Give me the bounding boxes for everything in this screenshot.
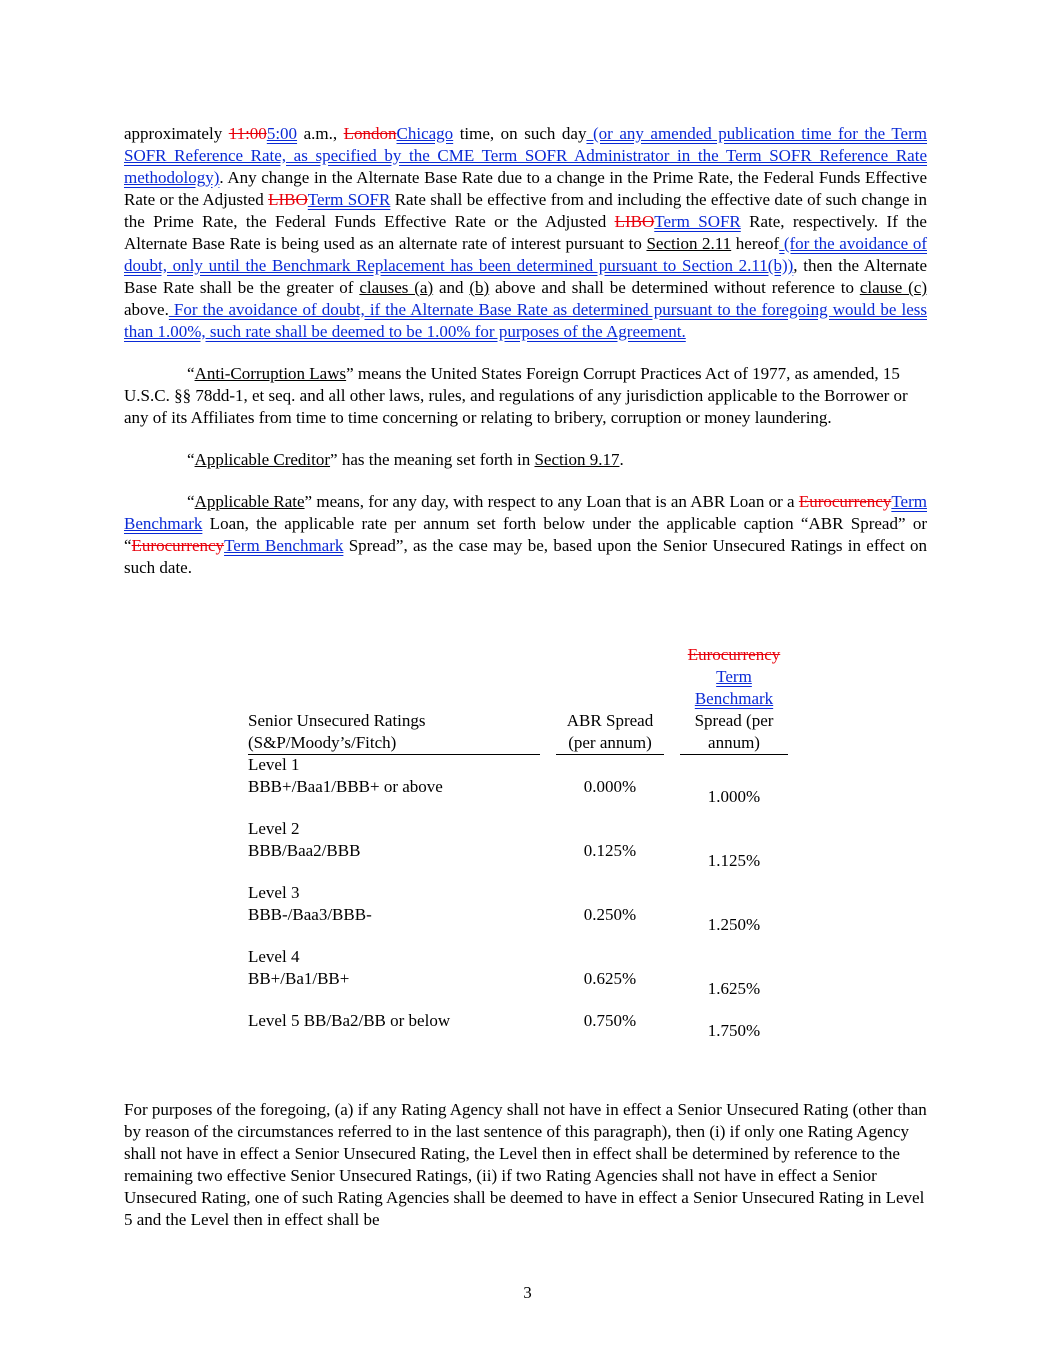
deleted-text: 11:00 [228, 124, 267, 143]
definition-text: Spread”, as the case may be, based upon the Senior Unsecured Ratings in effect on such date. [124, 536, 927, 577]
text-run: time, on such day [453, 124, 587, 143]
level-label: Level 4 [248, 947, 300, 966]
rating-cell [248, 882, 372, 926]
paragraph-alternate-base-rate [124, 123, 927, 343]
page-number: 3 [523, 1283, 532, 1302]
inserted-text: Term Benchmark [124, 492, 927, 533]
ratings-table-header [248, 644, 808, 754]
header-term-benchmark-spread [680, 644, 788, 755]
deleted-text: Eurocurrency [798, 492, 892, 511]
ratings-table [248, 644, 808, 1074]
text-run: , then the Alternate Base Rate shall be the greater of [124, 256, 928, 297]
header-abr-spread [556, 710, 664, 755]
paragraph-foregoing: For purposes of the foregoing, (a) if any Rating Agency shall not have in effect a Senior Unsecured Rating (other than by reason of the circumstances referred to in the last sentence of this paragraph), then (i) if only one Rating Agency shall not have in effect a Senior Unsecured Rating, the Level then in effect shall be determined by reference to the remaining two effective Senior Unsecured Ratings, (ii) if two Rating Agencies shall not have in effect a Senior Unsecured Rating, one of such Rating Agencies shall be deemed to have in effect a Senior Unsecured Rating in Level 5 and the Level then in effect shall be [124, 1100, 927, 1229]
definition-applicable-rate [124, 491, 927, 579]
level-label: Level 2 [248, 819, 300, 838]
rating-cell [248, 946, 349, 990]
table-row [248, 946, 808, 1010]
definition-text: ” has the meaning set forth in [330, 450, 535, 469]
deleted-text: LIBO [614, 212, 655, 231]
header-senior-unsecured-ratings [248, 710, 540, 755]
text-run: Rate, respectively. If the Alternate Base Rate is being used as an alternate rate of interest pursuant to [124, 212, 927, 253]
clause-reference: clauses (a) [359, 278, 434, 297]
table-row [248, 754, 808, 818]
deleted-text: Eurocurrency [687, 645, 781, 664]
definition-text: . [619, 450, 624, 469]
level-label: Level 1 [248, 755, 300, 774]
inserted-text: (for the avoidance of doubt, only until the Benchmark Replacement has been determined pursuant to Section 2.11(b)) [124, 234, 927, 275]
table-row [248, 882, 808, 946]
abr-spread-value: 0.250% [583, 905, 637, 924]
rating-label: BBB+/Baa1/BBB+ or above [248, 777, 443, 796]
rating-label: BB+/Ba1/BB+ [248, 969, 350, 988]
section-reference: Section 2.11 [646, 234, 732, 253]
inserted-text: (or any amended publication time for the Term SOFR Reference Rate, as specified by the CME Term SOFR Administrator in the Term SOFR Reference Rate methodology) [124, 124, 927, 187]
header-text: Spread (per [694, 711, 774, 730]
term-benchmark-spread-value: 1.000% [707, 787, 761, 806]
inserted-text: For the avoidance of doubt, if the Alternate Base Rate as determined pursuant to the foregoing would be less than 1.00%, such rate shall be deemed to be 1.00% for purposes of the Agreement. [124, 300, 927, 341]
text-run: Rate shall be effective from and including the effective date of such change in the Prime Rate, the Federal Funds Effective Rate or the Adjusted [124, 190, 927, 231]
header-text: (per annum) [568, 733, 652, 752]
level-label: Level 3 [248, 883, 300, 902]
text-run: . Any change in the Alternate Base Rate due to a change in the Prime Rate, the Federal Funds Effective Rate or the Adjusted [124, 168, 927, 209]
abr-spread-value: 0.750% [583, 1011, 637, 1030]
text-run: approximately [124, 124, 229, 143]
term-benchmark-spread-value: 1.250% [707, 915, 761, 934]
rating-cell [248, 818, 360, 862]
rating-cell [248, 754, 443, 798]
text-run: and [433, 278, 470, 297]
defined-term: Applicable Rate [194, 492, 305, 511]
inserted-text: 5:00 [266, 124, 298, 143]
term-benchmark-spread-value: 1.750% [707, 1021, 761, 1040]
header-text: Senior Unsecured Ratings [248, 711, 426, 730]
level-label: Level 5 BB/Ba2/BB or below [248, 1011, 451, 1030]
inserted-text: Term [716, 667, 752, 686]
clause-reference: clause (c) [859, 278, 927, 297]
text-run: above and shall be determined without reference to [489, 278, 860, 297]
rating-label: BBB-/Baa3/BBB- [248, 905, 372, 924]
rating-cell [248, 1010, 450, 1032]
defined-term: Anti-Corruption Laws [194, 364, 347, 383]
inserted-text: Benchmark [694, 689, 774, 708]
term-benchmark-spread-value: 1.625% [707, 979, 761, 998]
document-body [124, 123, 927, 579]
definition-anti-corruption-laws [124, 363, 927, 429]
header-text: annum) [708, 733, 760, 752]
term-benchmark-spread-value: 1.125% [707, 851, 761, 870]
defined-term: Applicable Creditor [194, 450, 331, 469]
inserted-text: Term Benchmark [224, 536, 344, 555]
definition-text: ” means, for any day, with respect to any Loan that is an ABR Loan or a [304, 492, 799, 511]
text-run: hereof [731, 234, 780, 253]
text-run: a.m., [297, 124, 344, 143]
section-reference: Section 9.17 [534, 450, 620, 469]
abr-spread-value: 0.000% [583, 777, 637, 796]
rating-label: BBB/Baa2/BBB [248, 841, 361, 860]
deleted-text: London [343, 124, 397, 143]
definition-text: Loan, the applicable rate per annum set forth below under the applicable caption “ABR Spread” or “ [124, 514, 927, 555]
deleted-text: Eurocurrency [131, 536, 225, 555]
deleted-text: LIBO [268, 190, 308, 209]
clause-reference: (b) [469, 278, 490, 297]
quote-mark: “ [187, 450, 195, 469]
inserted-text: Term SOFR [654, 212, 741, 231]
inserted-text: Chicago [396, 124, 454, 143]
quote-mark: “ [187, 364, 195, 383]
text-run: above. [124, 300, 169, 319]
abr-spread-value: 0.625% [583, 969, 637, 988]
definition-text: ” means the United States Foreign Corrupt Practices Act of 1977, as amended, 15 U.S.C. §§ 78dd-1, et seq. and all other laws, rules, and regulations of any jurisdiction applicable to the Borrower or any of its Affiliates from time to time concerning or relating to bribery, corruption or money laundering. [124, 364, 908, 427]
definition-applicable-creditor [124, 449, 927, 471]
abr-spread-value: 0.125% [583, 841, 637, 860]
table-row [248, 1010, 808, 1074]
table-row [248, 818, 808, 882]
quote-mark: “ [187, 492, 195, 511]
header-text: ABR Spread [566, 711, 654, 730]
header-text: (S&P/Moody’s/Fitch) [248, 733, 397, 752]
inserted-text: Term SOFR [307, 190, 391, 209]
